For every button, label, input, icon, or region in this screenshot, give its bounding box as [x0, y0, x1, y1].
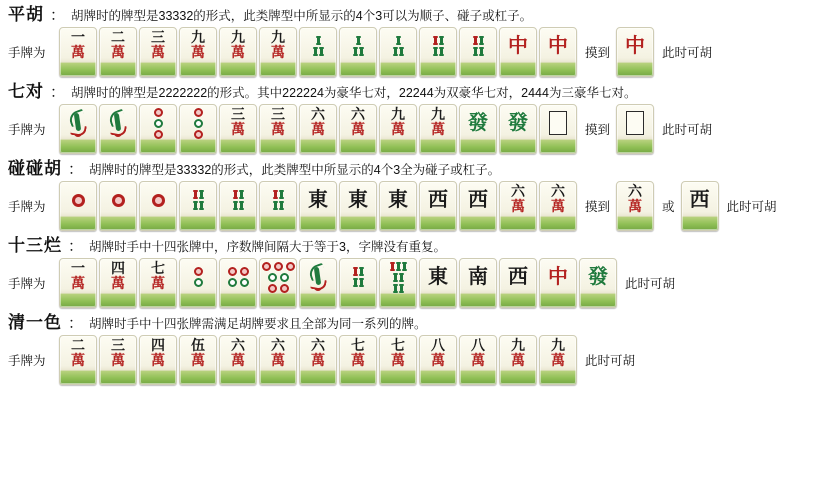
- tile-bamboo-4: [339, 258, 377, 308]
- tile-bamboo-1: [99, 104, 137, 154]
- tile-character-二: 二 萬: [59, 335, 97, 385]
- tile-character-六: 六 萬: [219, 335, 257, 385]
- section-header: [8, 0, 819, 25]
- tile-honor-東: 東: [299, 181, 337, 231]
- tile-dots-1: [99, 181, 137, 231]
- tile-bamboo-4: [459, 27, 497, 77]
- tile-character-六: 六 萬: [539, 181, 577, 231]
- rule-section-4: [0, 308, 827, 385]
- hand-label: 手牌为: [8, 277, 46, 291]
- tile-honor-西: 西: [681, 181, 719, 231]
- section-title-colon: ：: [50, 84, 66, 101]
- tile-character-六: 六 萬: [499, 181, 537, 231]
- tile-character-九: 九 萬: [219, 27, 257, 77]
- drawn-tile: [616, 27, 656, 77]
- drawn-tile: [616, 104, 656, 154]
- draw-label: 摸到: [585, 46, 611, 60]
- tile-character-三: 三 萬: [139, 27, 177, 77]
- section-title: 平胡: [8, 5, 44, 24]
- tile-bamboo-4: [259, 181, 297, 231]
- tile-honor-發: 發: [579, 258, 617, 308]
- tile-character-三: 三 萬: [219, 104, 257, 154]
- tile-bamboo-7: [379, 258, 417, 308]
- tile-dots-1: [59, 181, 97, 231]
- draw-label: 摸到: [585, 123, 611, 137]
- hand-label: 手牌为: [8, 123, 46, 137]
- tile-character-九: 九 萬: [379, 104, 417, 154]
- section-description: 胡牌时手中十四张牌中，序数牌间隔大于等于3，字牌没有重复。: [89, 240, 446, 254]
- tile-character-九: 九 萬: [419, 104, 457, 154]
- tile-character-六: 六 萬: [299, 104, 337, 154]
- tile-character-二: 二 萬: [99, 27, 137, 77]
- result-label: 此时可胡: [662, 46, 713, 60]
- tile-character-九: 九 萬: [539, 335, 577, 385]
- rule-section-3: [0, 231, 827, 308]
- section-header: [8, 154, 819, 179]
- tile-honor-西: 西: [419, 181, 457, 231]
- rule-section-0: [0, 0, 827, 77]
- tile-character-伍: 伍 萬: [179, 335, 217, 385]
- tile-character-七: 七 萬: [379, 335, 417, 385]
- tile-honor-西: 西: [499, 258, 537, 308]
- tile-character-八: 八 萬: [419, 335, 457, 385]
- hand-tiles: [59, 181, 579, 231]
- tile-bamboo-1: [59, 104, 97, 154]
- tile-character-七: 七 萬: [139, 258, 177, 308]
- tile-dots-7: [259, 258, 297, 308]
- tile-honor-東: 東: [419, 258, 457, 308]
- section-header: [8, 231, 819, 256]
- hand-label: 手牌为: [8, 200, 46, 214]
- tile-bamboo-3: [299, 27, 337, 77]
- section-description: 胡牌时的牌型是33332的形式，此类牌型中所显示的4个3可以为顺子、碰子或杠子。: [71, 9, 533, 23]
- tile-honor-中: 中: [616, 27, 654, 77]
- tile-character-六: 六 萬: [616, 181, 654, 231]
- section-title: 十三烂: [8, 236, 62, 255]
- tile-honor-東: 東: [339, 181, 377, 231]
- hand-label: 手牌为: [8, 46, 46, 60]
- tile-character-九: 九 萬: [499, 335, 537, 385]
- tile-honor-發: 發: [459, 104, 497, 154]
- hand-tiles: [59, 335, 579, 385]
- hand-label: 手牌为: [8, 354, 46, 368]
- tile-honor-中: 中: [539, 258, 577, 308]
- tile-bamboo-4: [419, 27, 457, 77]
- tile-character-一: 一 萬: [59, 27, 97, 77]
- tile-honor-東: 東: [379, 181, 417, 231]
- tile-character-一: 一 萬: [59, 258, 97, 308]
- tile-dots-2: [179, 258, 217, 308]
- tiles-row: [8, 258, 819, 308]
- tile-honor-南: 南: [459, 258, 497, 308]
- section-title-colon: ：: [68, 161, 84, 178]
- section-title-colon: ：: [68, 238, 84, 255]
- tile-character-六: 六 萬: [339, 104, 377, 154]
- rule-section-2: [0, 154, 827, 231]
- result-label: 此时可胡: [585, 354, 636, 368]
- section-description: 胡牌时手中十四张牌需满足胡牌要求且全部为同一系列的牌。: [89, 317, 427, 331]
- tile-white-dragon: [616, 104, 654, 154]
- tiles-row: [8, 335, 819, 385]
- tile-character-八: 八 萬: [459, 335, 497, 385]
- hand-tiles: [59, 258, 619, 308]
- tile-character-四: 四 萬: [139, 335, 177, 385]
- section-header: [8, 308, 819, 333]
- tile-character-六: 六 萬: [259, 335, 297, 385]
- section-title: 清一色: [8, 313, 62, 332]
- tile-character-三: 三 萬: [99, 335, 137, 385]
- hand-tiles: [59, 27, 579, 77]
- tile-character-六: 六 萬: [299, 335, 337, 385]
- tile-dots-4: [219, 258, 257, 308]
- hand-tiles: [59, 104, 579, 154]
- tile-character-九: 九 萬: [179, 27, 217, 77]
- alternative-label: 或: [662, 200, 675, 214]
- tile-dots-3: [179, 104, 217, 154]
- tile-honor-發: 發: [499, 104, 537, 154]
- alternative-tile: [681, 181, 721, 231]
- tile-dots-3: [139, 104, 177, 154]
- tiles-row: [8, 104, 819, 154]
- tile-character-九: 九 萬: [259, 27, 297, 77]
- tiles-row: [8, 27, 819, 77]
- tiles-row: [8, 181, 819, 231]
- result-label: 此时可胡: [625, 277, 676, 291]
- tile-character-三: 三 萬: [259, 104, 297, 154]
- tile-bamboo-1: [299, 258, 337, 308]
- section-title-colon: ：: [50, 7, 66, 24]
- section-header: [8, 77, 819, 102]
- tile-white-dragon: [539, 104, 577, 154]
- section-title: 七对: [8, 82, 44, 101]
- tile-dots-1: [139, 181, 177, 231]
- tile-honor-西: 西: [459, 181, 497, 231]
- result-label: 此时可胡: [662, 123, 713, 137]
- tile-honor-中: 中: [539, 27, 577, 77]
- drawn-tile: [616, 181, 656, 231]
- section-description: 胡牌时的牌型是33332的形式，此类牌型中所显示的4个3全为碰子或杠子。: [89, 163, 501, 177]
- tile-character-七: 七 萬: [339, 335, 377, 385]
- tile-bamboo-3: [339, 27, 377, 77]
- section-title: 碰碰胡: [8, 159, 62, 178]
- tile-bamboo-4: [179, 181, 217, 231]
- result-label: 此时可胡: [726, 200, 777, 214]
- draw-label: 摸到: [585, 200, 611, 214]
- tile-bamboo-4: [219, 181, 257, 231]
- rule-section-1: [0, 77, 827, 154]
- tile-honor-中: 中: [499, 27, 537, 77]
- section-title-colon: ：: [68, 315, 84, 332]
- section-description: 胡牌时的牌型是2222222的形式。其中222224为豪华七对，22244为双豪华七对，2444为三豪华七对。: [71, 86, 637, 100]
- tile-character-四: 四 萬: [99, 258, 137, 308]
- tile-bamboo-3: [379, 27, 417, 77]
